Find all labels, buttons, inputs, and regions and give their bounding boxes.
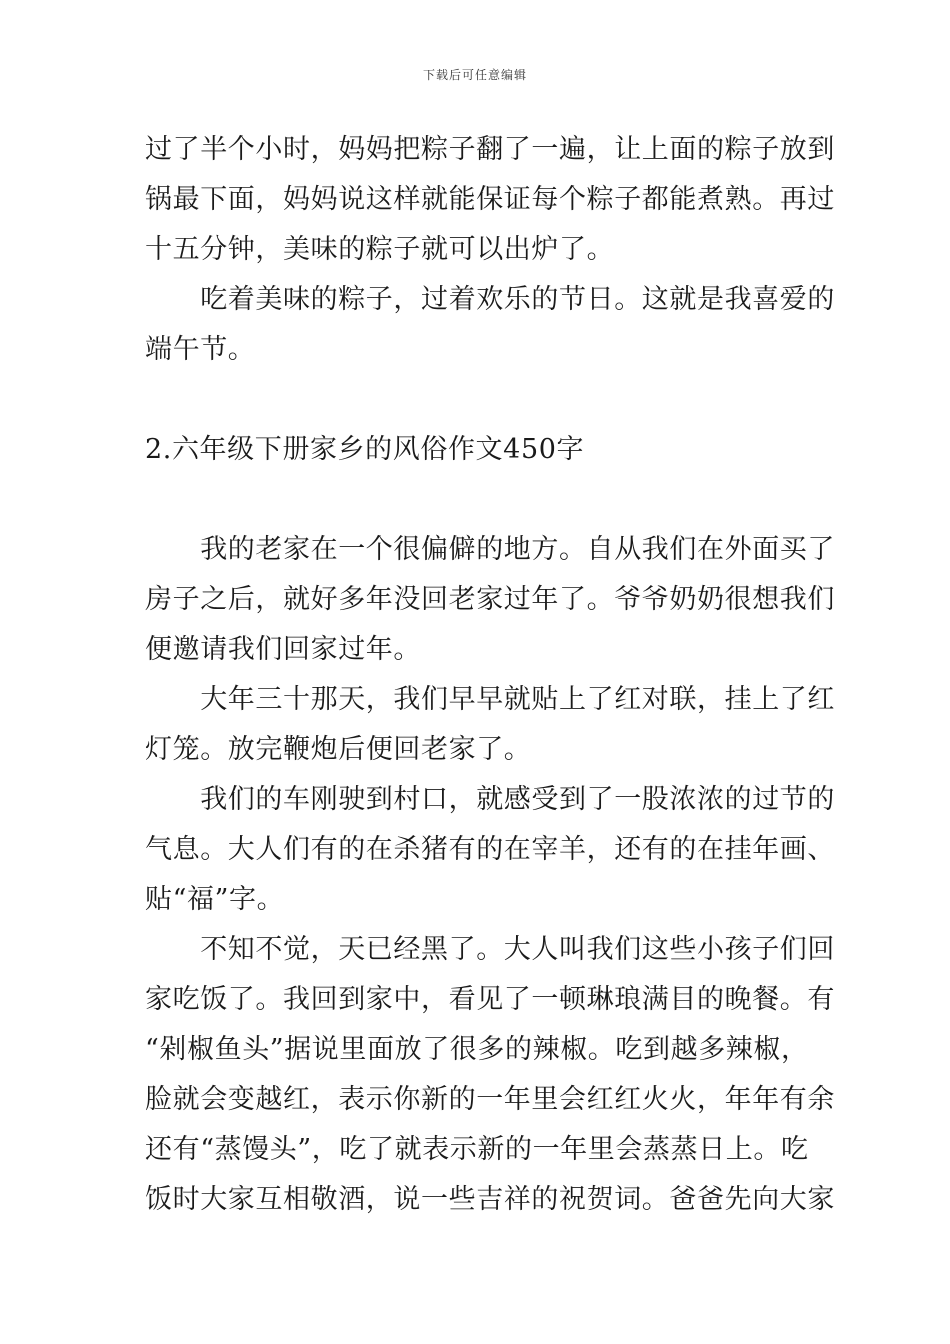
text-line: 饭时大家互相敬酒，说一些吉祥的祝贺词。爸爸先向大家 bbox=[145, 1184, 835, 1215]
text-line: 过了半个小时，妈妈把粽子翻了一遍，让上面的粽子放到 bbox=[145, 134, 835, 165]
text-line: 我们的车刚驶到村口，就感受到了一股浓浓的过节的 bbox=[145, 784, 835, 815]
text-line: 脸就会变越红，表示你新的一年里会红红火火，年年有余 bbox=[145, 1084, 835, 1115]
text-line: 贴“福”字。 bbox=[145, 884, 285, 915]
text-line: 房子之后，就好多年没回老家过年了。爷爷奶奶很想我们 bbox=[145, 584, 835, 615]
text-line: 大年三十那天，我们早早就贴上了红对联，挂上了红 bbox=[145, 684, 835, 715]
text-line: 便邀请我们回家过年。 bbox=[145, 634, 421, 665]
text-line: 吃着美味的粽子，过着欢乐的节日。这就是我喜爱的 bbox=[145, 284, 835, 315]
text-line: 气息。大人们有的在杀猪有的在宰羊，还有的在挂年画、 bbox=[145, 834, 835, 865]
text-line: “剁椒鱼头”据说里面放了很多的辣椒。吃到越多辣椒， bbox=[145, 1034, 809, 1065]
section-heading: 2.六年级下册家乡的风俗作文450字 bbox=[145, 434, 585, 465]
text-line: 十五分钟，美味的粽子就可以出炉了。 bbox=[145, 234, 615, 265]
text-line: 不知不觉，天已经黑了。大人叫我们这些小孩子们回 bbox=[145, 934, 835, 965]
text-line: 灯笼。放完鞭炮后便回老家了。 bbox=[145, 734, 532, 765]
page-header: 下载后可任意编辑 bbox=[422, 68, 527, 82]
text-line: 我的老家在一个很偏僻的地方。自从我们在外面买了 bbox=[145, 534, 835, 565]
text-line: 锅最下面，妈妈说这样就能保证每个粽子都能煮熟。再过 bbox=[145, 184, 835, 215]
text-line: 家吃饭了。我回到家中，看见了一顿琳琅满目的晚餐。有 bbox=[145, 984, 835, 1015]
text-line: 还有“蒸馒头”，吃了就表示新的一年里会蒸蒸日上。吃 bbox=[145, 1134, 809, 1165]
text-line: 端午节。 bbox=[145, 334, 256, 365]
